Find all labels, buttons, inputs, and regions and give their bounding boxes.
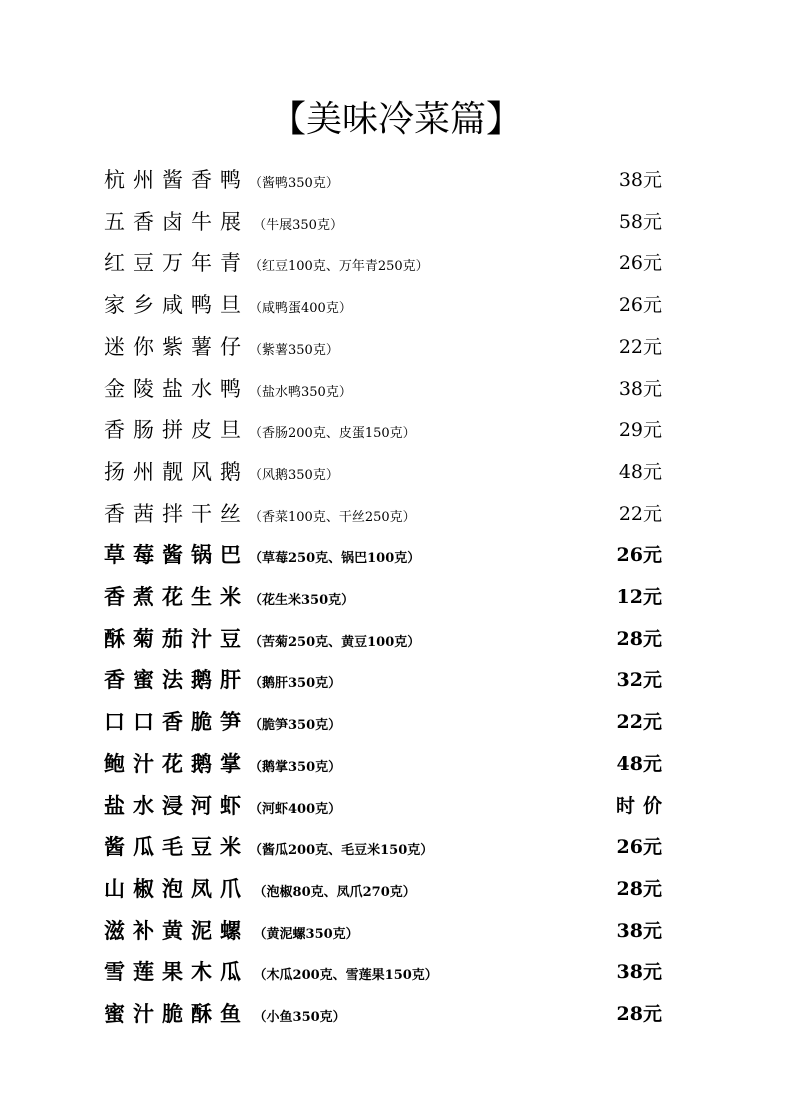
dish-name	[104, 327, 339, 371]
dish-name-text: 草莓酱锅巴	[104, 542, 249, 568]
dish-name-text: 酥菊茄汁豆	[104, 625, 249, 651]
menu-item	[0, 786, 792, 826]
dish-portion: （红豆100克、万年青250克）	[249, 259, 429, 275]
dish-name-text: 香茜拌干丝	[104, 501, 249, 526]
dish-name-text: 红豆万年青	[104, 251, 249, 276]
dish-portion: （苦菊250克、黄豆100克）	[249, 634, 421, 650]
dish-price: 38元	[618, 169, 662, 191]
dish-name-text: 迷你紫薯仔	[104, 334, 249, 359]
dish-portion: （草莓250克、锅巴100克）	[249, 551, 421, 567]
dish-name-text: 杭州酱香鸭	[104, 168, 249, 192]
dish-price: 48元	[616, 752, 662, 775]
dish-price: 22元	[618, 502, 662, 525]
menu-item	[0, 619, 792, 659]
dish-name	[104, 285, 352, 329]
dish-name-text: 扬州靓风鹅	[104, 459, 249, 484]
dish-portion: （小鱼350克）	[249, 1010, 346, 1025]
dish-price: 38元	[616, 919, 662, 942]
dish-price: 28元	[616, 627, 662, 650]
dish-name	[104, 452, 339, 496]
dish-name-text: 香煮花生米	[104, 584, 249, 609]
dish-portion: （黄泥螺350克）	[249, 926, 359, 942]
dish-price: 38元	[618, 377, 662, 400]
dish-portion: （鹅肝350克）	[249, 676, 342, 692]
menu-item	[0, 160, 792, 200]
dish-name	[104, 869, 416, 913]
menu-item	[0, 952, 792, 992]
dish-name-text: 鲍汁花鹅掌	[104, 750, 249, 776]
dish-name-text: 金陵盐水鸭	[104, 376, 249, 401]
dish-name	[104, 494, 416, 538]
dish-name-text: 盐水浸河虾	[104, 792, 249, 818]
menu-item	[0, 410, 792, 450]
menu-item	[0, 660, 792, 700]
dish-name-text: 蜜汁脆酥鱼	[104, 1001, 249, 1026]
dish-price: 58元	[618, 210, 662, 233]
dish-name	[104, 660, 341, 704]
dish-portion: （盐水鸭350克）	[249, 384, 352, 400]
dish-name-text: 家乡咸鸭旦	[104, 293, 249, 318]
dish-portion: （酱鸭350克）	[249, 176, 339, 191]
dish-name	[104, 994, 346, 1038]
dish-portion: （木瓜200克、雪莲果150克）	[249, 968, 438, 984]
dish-name-text: 口口香脆笋	[104, 709, 249, 735]
dish-name	[104, 786, 341, 830]
dish-name	[104, 410, 416, 454]
menu-item	[0, 869, 792, 909]
dish-name	[104, 160, 339, 204]
dish-name-text: 雪莲果木瓜	[104, 959, 249, 985]
dish-name	[104, 952, 438, 996]
dish-portion: （脆笋350克）	[249, 718, 342, 734]
dish-price: 26元	[616, 544, 662, 567]
dish-price: 22元	[616, 711, 662, 734]
dish-price: 32元	[616, 669, 662, 692]
menu-item	[0, 243, 792, 283]
dish-portion: （花生米350克）	[249, 593, 355, 608]
menu-item	[0, 369, 792, 409]
dish-portion: （泡椒80克、凤爪270克）	[249, 884, 416, 900]
dish-portion: （酱瓜200克、毛豆米150克）	[249, 843, 434, 859]
menu-item	[0, 535, 792, 575]
dish-portion: （风鹅350克）	[249, 467, 339, 483]
dish-portion: （咸鸭蛋400克）	[249, 301, 352, 317]
dish-price: 26元	[616, 836, 662, 859]
dish-name-text: 滋补黄泥螺	[104, 917, 249, 943]
menu-item	[0, 494, 792, 534]
dish-price: 48元	[618, 460, 662, 483]
dish-name-text: 山椒泡凤爪	[104, 875, 249, 901]
dish-name	[104, 369, 352, 413]
menu-item	[0, 452, 792, 492]
dish-portion: （牛展350克）	[249, 217, 343, 233]
dish-price: 时价	[615, 794, 670, 817]
dish-name	[104, 619, 420, 663]
dish-price: 22元	[618, 335, 662, 358]
dish-price: 12元	[616, 586, 662, 608]
dish-portion: （香菜100克、干丝250克）	[249, 509, 416, 525]
dish-name	[104, 744, 341, 788]
dish-price: 26元	[618, 252, 662, 275]
dish-name-text: 五香卤牛展	[104, 209, 249, 234]
dish-name-text: 酱瓜毛豆米	[104, 834, 249, 860]
dish-portion: （香肠200克、皮蛋150克）	[249, 426, 416, 442]
dish-name-text: 香肠拼皮旦	[104, 418, 249, 443]
menu-item	[0, 911, 792, 951]
menu-item	[0, 994, 792, 1034]
dish-price: 28元	[616, 877, 662, 900]
menu-item	[0, 285, 792, 325]
dish-name	[104, 243, 429, 287]
dish-name	[104, 702, 341, 746]
dish-name	[104, 535, 420, 579]
menu-item	[0, 577, 792, 617]
dish-name-text: 香蜜法鹅肝	[104, 667, 249, 693]
menu-item	[0, 327, 792, 367]
menu-item	[0, 827, 792, 867]
dish-portion: （鹅掌350克）	[249, 759, 342, 775]
dish-price: 28元	[616, 1003, 662, 1025]
menu-item	[0, 744, 792, 784]
dish-name	[104, 827, 433, 871]
dish-name	[104, 202, 343, 246]
page-title: 【美味冷菜篇】	[269, 99, 522, 140]
dish-portion: （紫薯350克）	[249, 342, 339, 358]
dish-portion: （河虾400克）	[249, 801, 342, 817]
menu-item	[0, 702, 792, 742]
dish-name	[104, 911, 359, 955]
dish-name	[104, 577, 354, 621]
dish-price: 26元	[618, 294, 662, 317]
dish-price: 38元	[616, 961, 662, 984]
dish-price: 29元	[618, 419, 662, 442]
menu-item	[0, 202, 792, 242]
